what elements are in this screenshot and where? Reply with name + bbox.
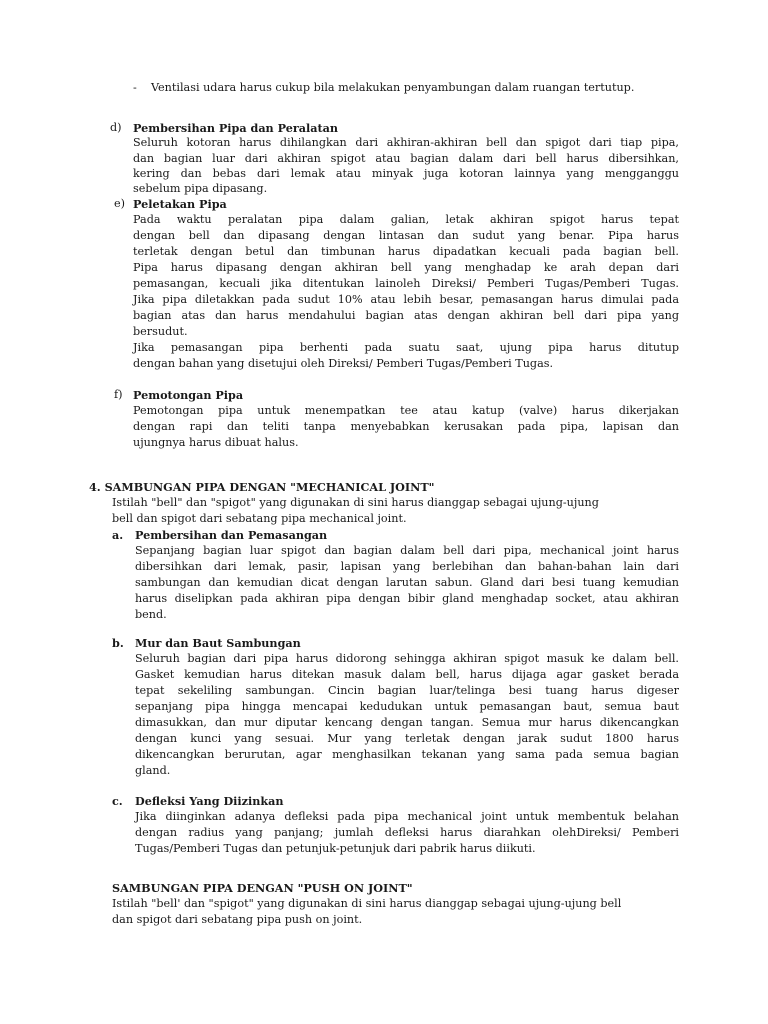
paragraph-line: harus diselipkan pada akhiran pipa dengan bibir gland menghadap socket, atau akhiran xyxy=(135,592,679,605)
paragraph-line: dengan bell dan dipasang dengan lintasan dan sudut yang benar. Pipa harus xyxy=(133,229,679,242)
paragraph-line: bersudut. xyxy=(133,325,188,338)
section-f-marker: f) xyxy=(114,388,123,401)
paragraph-line: kering dan bebas dari lemak atau minyak juga kotoran lainnya yang mengganggu xyxy=(133,167,679,180)
paragraph-line: sebelum pipa dipasang. xyxy=(133,182,268,195)
section-5-heading: SAMBUNGAN PIPA DENGAN "PUSH ON JOINT" xyxy=(112,881,413,895)
section-f-title: Pemotongan Pipa xyxy=(133,388,244,402)
section-4-heading: 4. SAMBUNGAN PIPA DENGAN "MECHANICAL JOINT" xyxy=(89,480,435,494)
paragraph-line: Tugas/Pemberi Tugas dan petunjuk-petunjuk dari pabrik harus diikuti. xyxy=(135,842,536,855)
paragraph-line: Jika pemasangan pipa berhenti pada suatu saat, ujung pipa harus ditutup xyxy=(133,341,679,354)
paragraph-line: gland. xyxy=(135,764,171,777)
section-4a-title: Pembersihan dan Pemasangan xyxy=(135,528,328,542)
section-e-marker: e) xyxy=(114,197,125,210)
paragraph-line: dengan kunci yang sesuai. Mur yang terletak dengan jarak sudut 1800 harus xyxy=(135,732,679,745)
paragraph-line: bagian atas dan harus mendahului bagian atas dengan akhiran bell dari pipa yang xyxy=(133,309,679,322)
section-5-intro-line: dan spigot dari sebatang pipa push on joint. xyxy=(112,913,363,926)
paragraph-line: tepat sekeliling sambungan. Cincin bagian luar/telinga besi tuang harus digeser xyxy=(135,684,679,697)
paragraph-line: sepanjang pipa hingga mencapai kedudukan untuk pemasangan baut, semua baut xyxy=(135,700,679,713)
paragraph-line: pemasangan, kecuali jika ditentukan lainoleh Direksi/ Pemberi Tugas/Pemberi Tugas. xyxy=(133,277,679,290)
section-e-title: Peletakan Pipa xyxy=(133,197,227,211)
paragraph-line: Jika diinginkan adanya defleksi pada pipa mechanical joint untuk membentuk belahan xyxy=(135,810,679,823)
paragraph-line: terletak dengan betul dan timbunan harus dipadatkan kecuali pada bagian bell. xyxy=(133,245,679,258)
paragraph-line: dengan rapi dan teliti tanpa menyebabkan kerusakan pada pipa, lapisan dan xyxy=(133,420,679,433)
section-4c-marker: c. xyxy=(112,794,123,808)
paragraph-line: Gasket kemudian harus ditekan masuk dalam bell, harus dijaga agar gasket berada xyxy=(135,668,679,681)
paragraph-line: Pemotongan pipa untuk menempatkan tee atau katup (valve) harus dikerjakan xyxy=(133,404,679,417)
section-4a-marker: a. xyxy=(112,528,124,542)
section-4b-marker: b. xyxy=(112,636,124,650)
section-4c-title: Defleksi Yang Diizinkan xyxy=(135,794,284,808)
paragraph-line: ujungnya harus dibuat halus. xyxy=(133,436,299,449)
section-4-intro-line: bell dan spigot dari sebatang pipa mechanical joint. xyxy=(112,512,407,525)
paragraph-line: Pipa harus dipasang dengan akhiran bell yang menghadap ke arah depan dari xyxy=(133,261,679,274)
section-5-intro-line: Istilah "bell' dan "spigot" yang digunakan di sini harus dianggap sebagai ujung-ujung bell xyxy=(112,897,622,910)
section-d-marker: d) xyxy=(110,121,122,134)
section-4b-title: Mur dan Baut Sambungan xyxy=(135,636,301,650)
paragraph-line: Seluruh kotoran harus dihilangkan dari akhiran-akhiran bell dan spigot dari tiap pipa, xyxy=(133,136,679,149)
paragraph-line: bend. xyxy=(135,608,167,621)
paragraph-line: dikencangkan berurutan, agar menghasilkan tekanan yang sama pada semua bagian xyxy=(135,748,679,761)
bullet-dash: - xyxy=(133,81,137,94)
paragraph-line: Jika pipa diletakkan pada sudut 10% atau lebih besar, pemasangan harus dimulai pada xyxy=(133,293,679,306)
bullet-ventilasi-text: Ventilasi udara harus cukup bila melakukan penyambungan dalam ruangan tertutup. xyxy=(151,81,635,94)
paragraph-line: Seluruh bagian dari pipa harus didorong sehingga akhiran spigot masuk ke dalam bell. xyxy=(135,652,679,665)
paragraph-line: dibersihkan dari lemak, pasir, lapisan yang berlebihan dan bahan-bahan lain dari xyxy=(135,560,679,573)
paragraph-line: Sepanjang bagian luar spigot dan bagian dalam bell dari pipa, mechanical joint harus xyxy=(135,544,679,557)
paragraph-line: sambungan dan kemudian dicat dengan larutan sabun. Gland dari besi tuang kemudian xyxy=(135,576,679,589)
section-4-intro-line: Istilah "bell" dan "spigot" yang digunakan di sini harus dianggap sebagai ujung-ujung xyxy=(112,496,599,509)
paragraph-line: Pada waktu peralatan pipa dalam galian, letak akhiran spigot harus tepat xyxy=(133,213,679,226)
paragraph-line: dengan bahan yang disetujui oleh Direksi/ Pemberi Tugas/Pemberi Tugas. xyxy=(133,357,554,370)
paragraph-line: dimasukkan, dan mur diputar kencang dengan tangan. Semua mur harus dikencangkan xyxy=(135,716,679,729)
paragraph-line: dengan radius yang panjang; jumlah defleksi harus diarahkan olehDireksi/ Pemberi xyxy=(135,826,679,839)
section-d-title: Pembersihan Pipa dan Peralatan xyxy=(133,121,339,135)
paragraph-line: dan bagian luar dari akhiran spigot atau bagian dalam dari bell harus dibersihkan, xyxy=(133,152,679,165)
